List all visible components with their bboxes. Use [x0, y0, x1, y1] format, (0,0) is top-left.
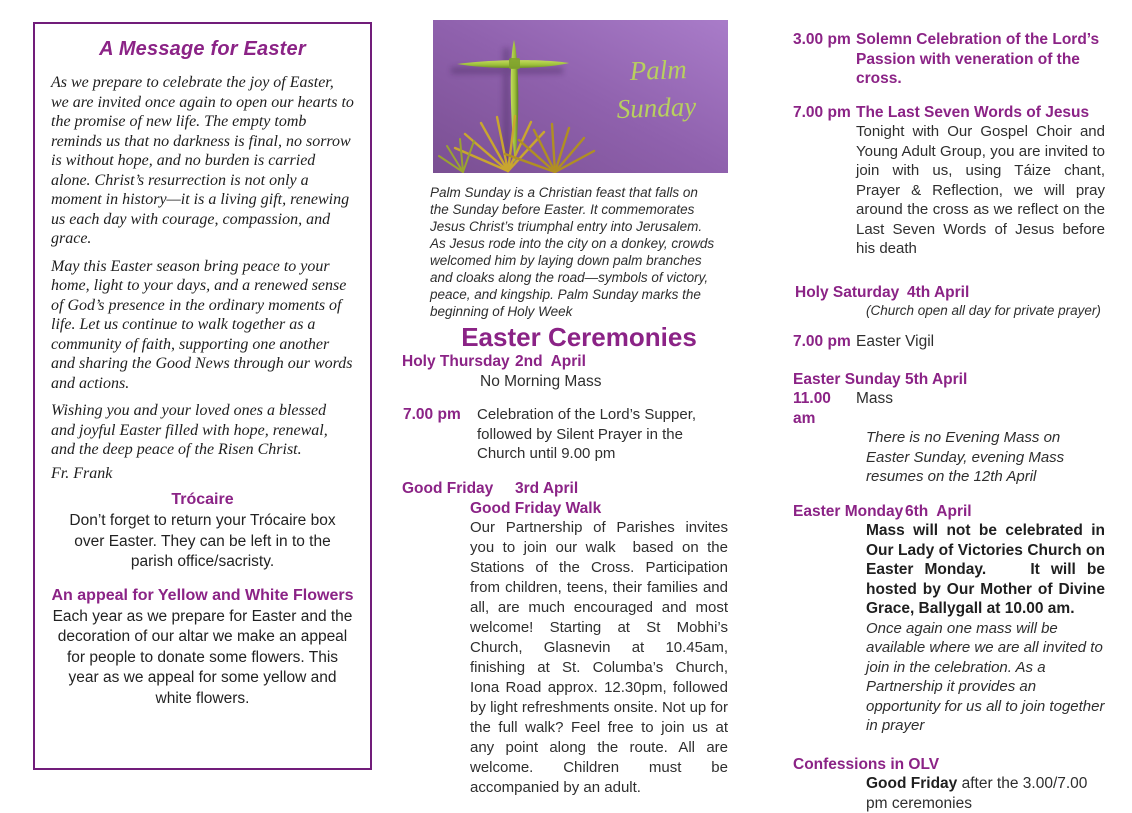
passion-row: [793, 30, 1105, 89]
lords-supper-body: Celebration of the Lord’s Supper, followed by Silent Prayer in the Church until 9.00 pm: [477, 406, 697, 462]
good-friday-walk-heading: Good Friday Walk: [470, 499, 602, 517]
lords-supper-time: 7.00 pm: [403, 406, 461, 423]
seven-words-row: [793, 103, 1105, 259]
message-title: A Message for Easter: [99, 38, 306, 60]
confessions-body: [866, 774, 1106, 813]
easter-monday-row: [793, 502, 1105, 522]
confessions-rest: after the 3.00/7.00 pm ceremonies: [866, 775, 1088, 812]
holy-thursday-date: 2nd April: [515, 353, 586, 370]
trocaire-body: Don’t forget to return your Trócaire box over Easter. They can be left in to the parish office/sacristy.: [69, 512, 336, 570]
holy-saturday-note: (Church open all day for private prayer): [866, 303, 1101, 318]
easter-vigil-time: 7.00 pm: [793, 333, 851, 350]
no-morning-mass-note: No Morning Mass: [480, 373, 602, 390]
easter-vigil-title: Easter Vigil: [856, 333, 935, 350]
easter-monday-date: 6th April: [905, 502, 972, 520]
passion-title: Solemn Celebration of the Lord’s Passion with veneration of the cross.: [856, 31, 1100, 87]
image-title-line2: Sunday: [616, 91, 697, 124]
seven-words-body: Tonight with Our Gospel Choir and Young Adult Group, you are invited to join with us, using Táize chant, Prayer & Reflection, we will pray around the cross as we reflect on the Last Seven Words of Jesus before his death: [856, 123, 1105, 257]
easter-vigil-row: [793, 332, 1105, 352]
holy-saturday-date: 4th April: [907, 283, 970, 301]
easter-sunday-row: [793, 370, 1105, 390]
message-paragraph: Wishing you and your loved ones a blessed and joyful Easter filled with hope, renewal, and the deep peace of the Risen Christ.: [51, 402, 328, 458]
signature: Fr. Frank: [51, 464, 113, 482]
seven-words-time: 7.00 pm: [793, 103, 851, 121]
passion-time: 3.00 pm: [793, 31, 851, 48]
image-title-line1: Palm: [629, 54, 688, 86]
easter-message-box: [33, 22, 372, 770]
right-column: [793, 30, 1110, 813]
easter-ceremonies-heading: Easter Ceremonies: [461, 322, 697, 352]
holy-saturday-day: Holy Saturday: [795, 283, 900, 301]
confessions-heading: Confessions in OLV: [793, 755, 940, 773]
confessions-good-friday: Good Friday: [866, 775, 958, 792]
flowers-body: Each year as we prepare for Easter and the decoration of our altar we make an appeal for people to donate some flowers. This year as we appeal for some yellow and white flowers.: [52, 607, 353, 707]
seven-words-title: The Last Seven Words of Jesus: [856, 103, 1090, 121]
holy-thursday-day: Holy Thursday: [402, 353, 510, 370]
easter-monday-italic-body: Once again one mass will be available where we are all invited to join in the celebration. As a Partnership it provides an opportunity for us all to join together in prayer: [866, 619, 1105, 734]
holy-saturday-row: [795, 283, 1105, 303]
good-friday-walk-body: Our Partnership of Parishes invites you to join our walk based on the Stations of the Cross. Participation from children, teens, their families and all, are much encouraged and most welcome! Starting at St Mobhi’s Church, Glasnevin at 10.45am, finishing at St. Columba’s Church, Iona Road approx. 12.30pm, followed by light refreshments onsite. Not up for the full walk? Feel free to join us at any point along the route. All are welcome. Children must be accompanied by an adult.: [470, 519, 733, 796]
easter-sunday-mass: Mass: [856, 390, 894, 407]
easter-sunday-time: 11.00 am: [793, 390, 831, 427]
message-paragraph: As we prepare to celebrate the joy of Easter, we are invited once again to open our hearts to the promise of new life. The empty tomb reminds us that no darkness is final, no sorrow is without hope, and no burden is carried alone. Christ’s resurrection is not only a moment in history—it is a living gift, renewing us each day with courage, compassion, and grace.: [51, 74, 354, 247]
message-paragraph: May this Easter season bring peace to your home, light to your days, and a renewed sense of God’s presence in the ordinary moments of life. Let us continue to walk together as a community of faith, supporting one another and sharing the Good News through our words and actions.: [51, 257, 353, 392]
palm-sunday-intro: Palm Sunday is a Christian feast that falls on the Sunday before Easter. It commemorates Jesus Christ’s triumphal entry into Jerusalem. As Jesus rode into the city on a donkey, crowds welcomed him by laying down palm branches and cloaks along the road—symbols of victory, peace, and kingship. Palm Sunday marks the beginning of Holy Week: [430, 185, 715, 319]
easter-monday-bold-body: Mass will not be celebrated in Our Lady of Victories Church on Easter Monday. It will be hosted by Our Mother of Divine Grace, Ballygall at 10.00 am.: [866, 522, 1110, 617]
trocaire-heading: Trócaire: [171, 491, 234, 508]
easter-sunday-date: 5th April: [905, 370, 968, 388]
easter-sunday-note: There is no Evening Mass on Easter Sunday, evening Mass resumes on the 12th April: [866, 429, 1065, 485]
flowers-heading: An appeal for Yellow and White Flowers: [51, 586, 354, 604]
good-friday-date: 3rd April: [515, 479, 579, 497]
good-friday-row: [400, 479, 730, 499]
easter-sunday-mass-row: [793, 389, 1105, 428]
palm-sunday-image: [433, 20, 728, 173]
lords-supper-row: [400, 405, 730, 464]
easter-sunday-day: Easter Sunday: [793, 370, 901, 388]
good-friday-day: Good Friday: [402, 479, 494, 497]
easter-monday-day: Easter Monday: [793, 502, 904, 520]
middle-column: [400, 20, 733, 798]
holy-thursday-row: [400, 352, 730, 372]
